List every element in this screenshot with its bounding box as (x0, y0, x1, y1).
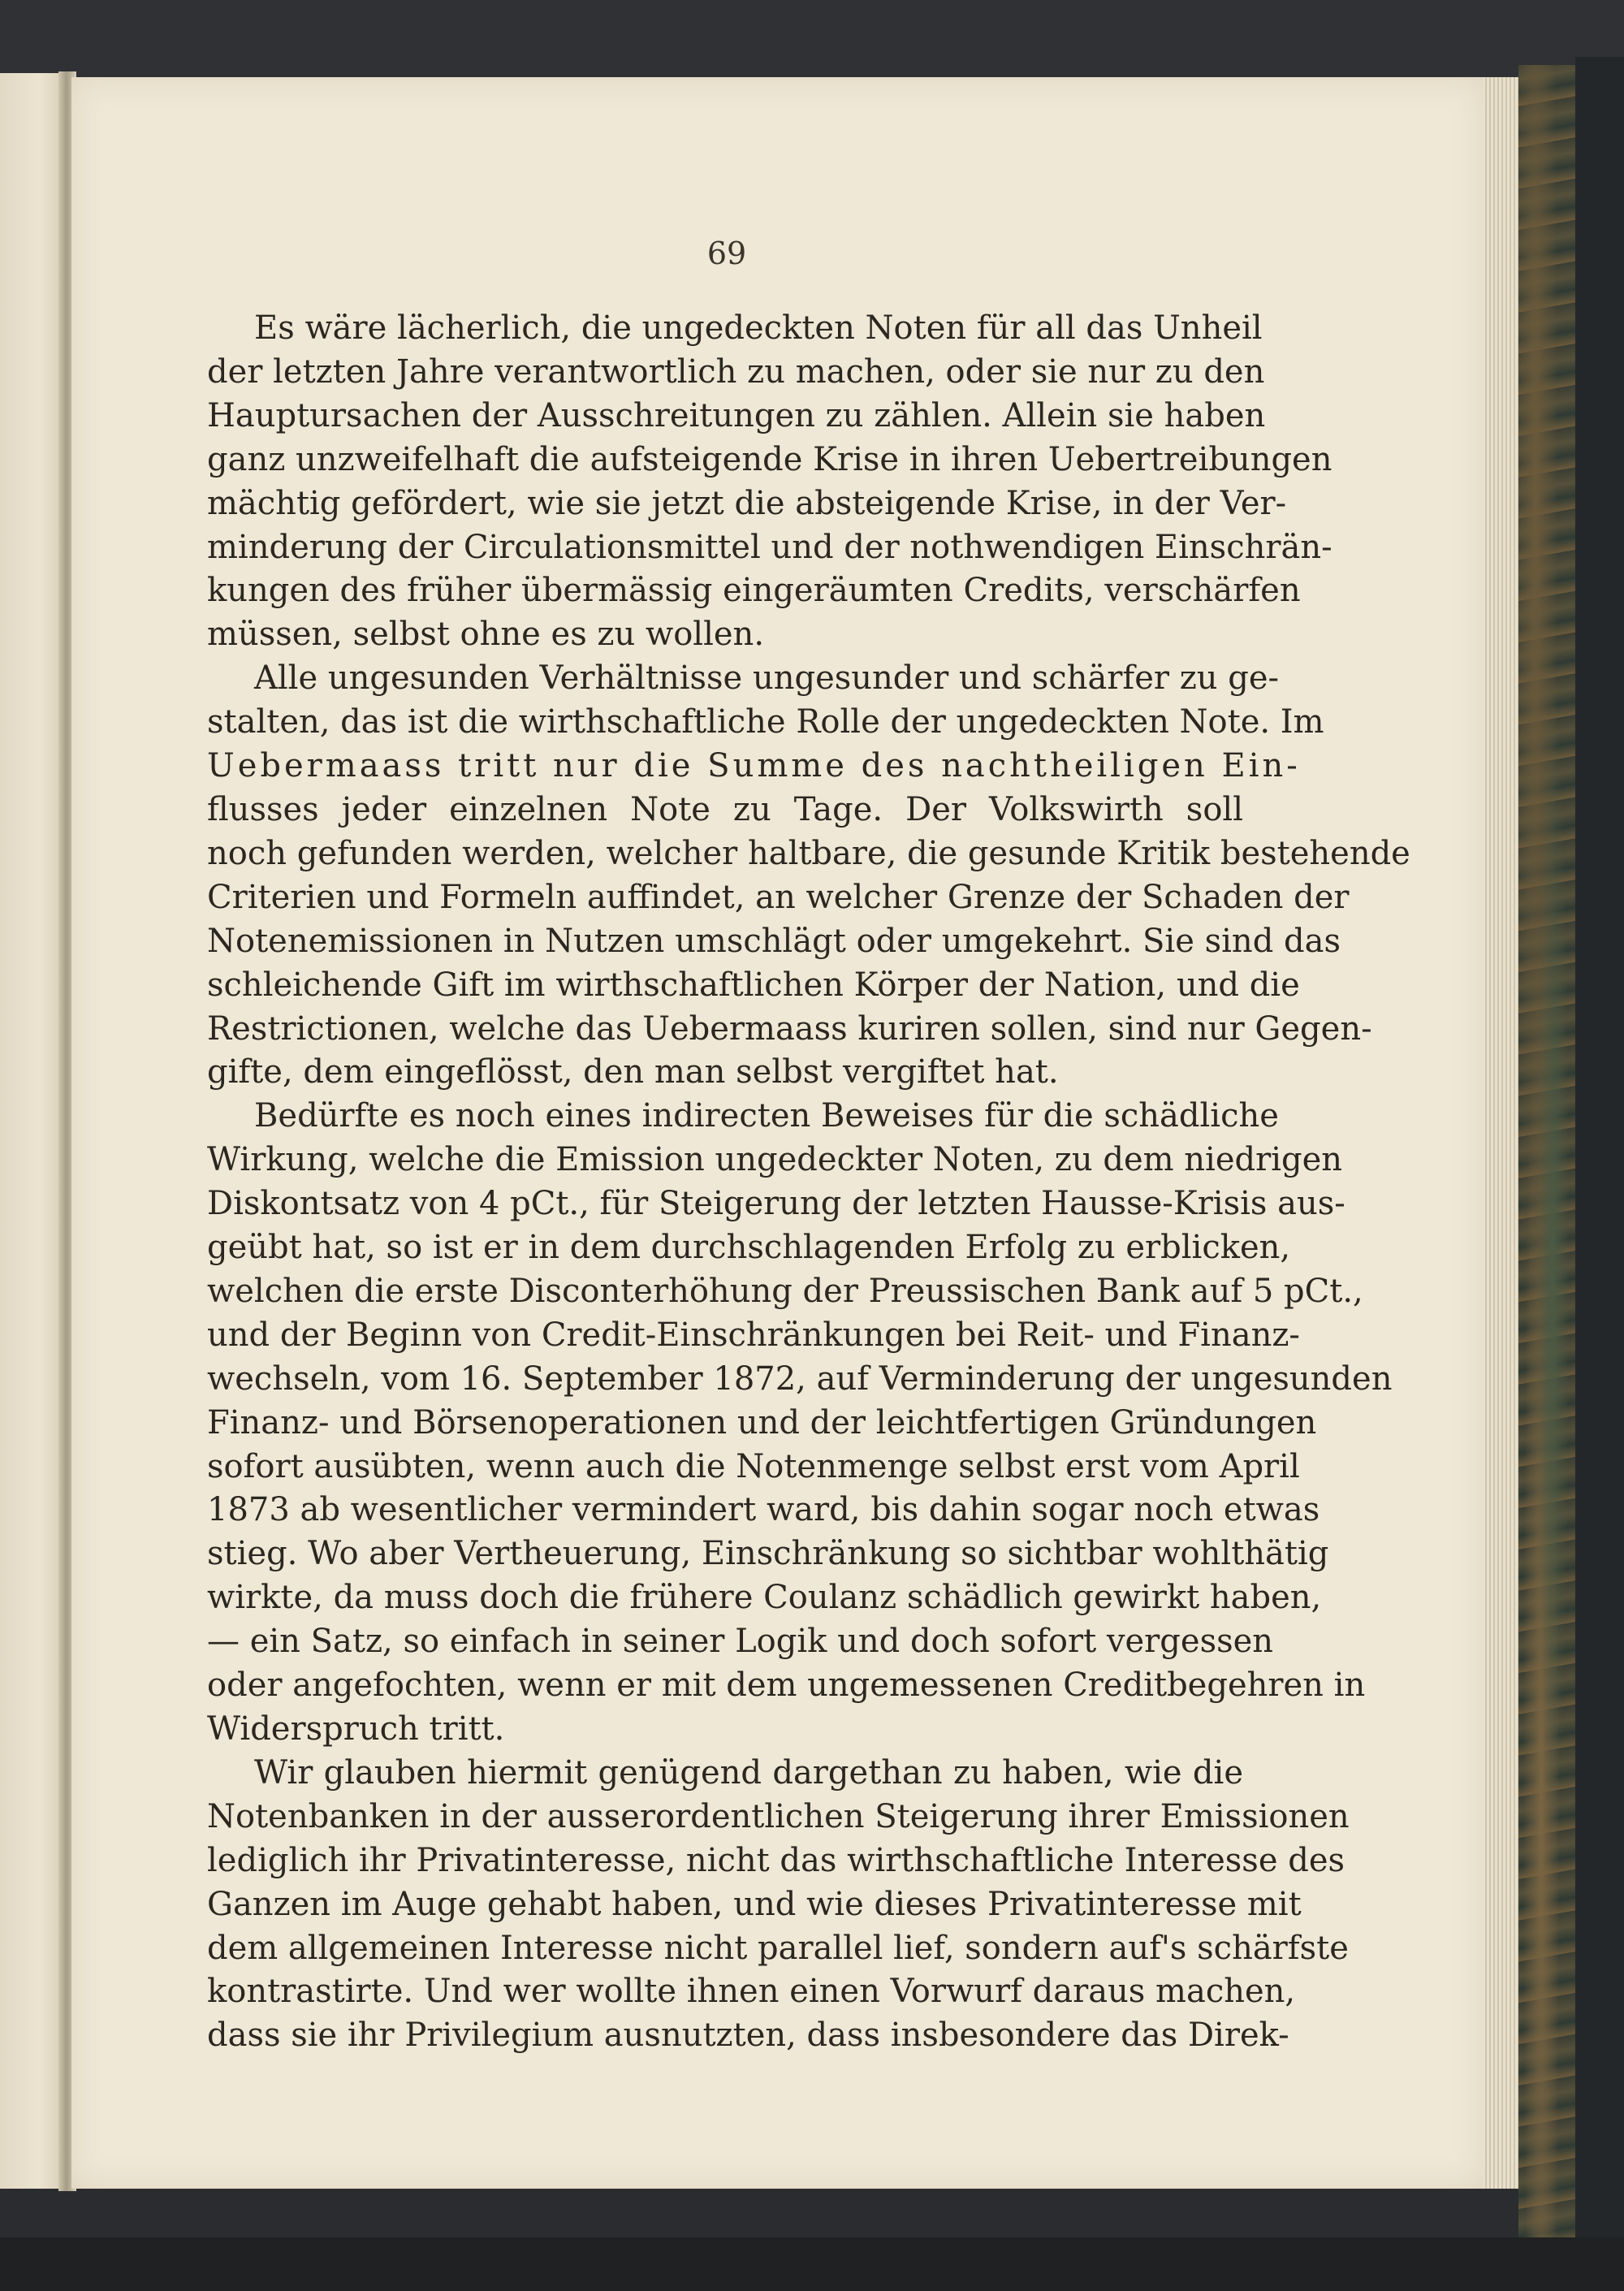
text-line: — ein Satz, so einfach in seiner Logik und doch sofort vergessen (207, 1623, 1274, 1661)
text-line: ganz unzweifelhaft die aufsteigende Krise in ihren Uebertreibungen (207, 440, 1332, 478)
text-line: Widerspruch tritt. (207, 1710, 505, 1748)
text-line: wirkte, da muss doch die frühere Coulanz schädlich gewirkt haben, (207, 1579, 1322, 1617)
text-line: Bedürfte es noch eines indirecten Beweises für die schädliche (254, 1097, 1279, 1135)
marbled-cover (1518, 65, 1575, 2241)
text-line: wechseln, vom 16. September 1872, auf Verminderung der ungesunden (207, 1359, 1393, 1398)
text-line: Ganzen im Auge gehabt haben, und wie dieses Privatinteresse mit (207, 1885, 1302, 1923)
page-stack-edges (1483, 77, 1518, 2189)
text-line: sofort ausübten, wenn auch die Notenmenge selbst erst vom April (207, 1447, 1300, 1485)
text-line: dass sie ihr Privilegium ausnutzten, dass insbesondere das Direk- (207, 2017, 1289, 2055)
text-line: noch gefunden werden, welcher haltbare, die gesunde Kritik bestehende (207, 834, 1410, 872)
text-line: Wirkung, welche die Emission ungedeckter Noten, zu dem niedrigen (207, 1141, 1343, 1179)
text-line: Hauptursachen der Ausschreitungen zu zählen. Allein sie haben (207, 396, 1266, 434)
text-line: Wir glauben hiermit genügend dargethan zu haben, wie die (254, 1753, 1243, 1792)
text-line: dem allgemeinen Interesse nicht parallel lief, sondern auf's schärfste (207, 1929, 1349, 1967)
text-line: kontrastirte. Und wer wollte ihnen einen Vorwurf daraus machen, (207, 1973, 1296, 2011)
text-line: Notenbanken in der ausserordentlichen Steigerung ihrer Emissionen (207, 1797, 1350, 1835)
scan-background-bottom (0, 2237, 1624, 2291)
text-line: schleichende Gift im wirthschaftlichen Körper der Nation, und die (207, 966, 1300, 1004)
text-line: und der Beginn von Credit-Einschränkungen bei Reit- und Finanz- (207, 1316, 1300, 1354)
text-line: lediglich ihr Privatinteresse, nicht das wirthschaftliche Interesse des (207, 1841, 1345, 1879)
text-line: müssen, selbst ohne es zu wollen. (207, 616, 765, 654)
scan-background-top (0, 0, 1624, 77)
text-line: welchen die erste Disconterhöhung der Preussischen Bank auf 5 pCt., (207, 1272, 1363, 1310)
text-line: minderung der Circulationsmittel und der nothwendigen Einschrän- (207, 528, 1332, 566)
text-line: gifte, dem eingeflösst, den man selbst vergiftet hat. (207, 1053, 1059, 1091)
text-line: Diskontsatz von 4 pCt., für Steigerung der letzten Hausse-Krisis aus- (207, 1185, 1345, 1223)
text-line: Finanz- und Börsenoperationen und der leichtfertigen Gründungen (207, 1403, 1317, 1442)
text-line: flusses jeder einzelnen Note zu Tage. Der Volkswirth soll (207, 790, 1243, 828)
text-line: stieg. Wo aber Vertheuerung, Einschränkung so sichtbar wohlthätig (207, 1535, 1329, 1573)
text-line: Criterien und Formeln auffindet, an welcher Grenze der Schaden der (207, 878, 1350, 916)
text-line: kungen des früher übermässig eingeräumten Credits, verschärfen (207, 572, 1301, 610)
text-line: stalten, das ist die wirthschaftliche Rolle der ungedeckten Note. Im (207, 703, 1324, 741)
text-line: Notenemissionen in Nutzen umschlägt oder umgekehrt. Sie sind das (207, 922, 1341, 960)
left-page-edge (0, 73, 65, 2189)
text-line: 1873 ab wesentlicher vermindert ward, bis dahin sogar noch etwas (207, 1491, 1320, 1529)
text-line: der letzten Jahre verantwortlich zu machen, oder sie nur zu den (207, 352, 1265, 391)
text-line: Restrictionen, welche das Uebermaass kuriren sollen, sind nur Gegen- (207, 1009, 1372, 1048)
text-line: Es wäre lächerlich, die ungedeckten Noten für all das Unheil (254, 309, 1263, 347)
body-text (207, 307, 1410, 2058)
text-line: geübt hat, so ist er in dem durchschlagenden Erfolg zu erblicken, (207, 1229, 1291, 1267)
text-line: Alle ungesunden Verhältnisse ungesunder und schärfer zu ge- (254, 659, 1280, 698)
scan-background-right (1575, 57, 1624, 2250)
text-line: oder angefochten, wenn er mit dem ungemessenen Creditbegehren in (207, 1666, 1366, 1705)
text-line: mächtig gefördert, wie sie jetzt die absteigende Krise, in der Ver- (207, 484, 1287, 522)
page-number: 69 (706, 236, 747, 271)
text-line: Uebermaass tritt nur die Summe des nachtheiligen Ein- (207, 747, 1301, 785)
